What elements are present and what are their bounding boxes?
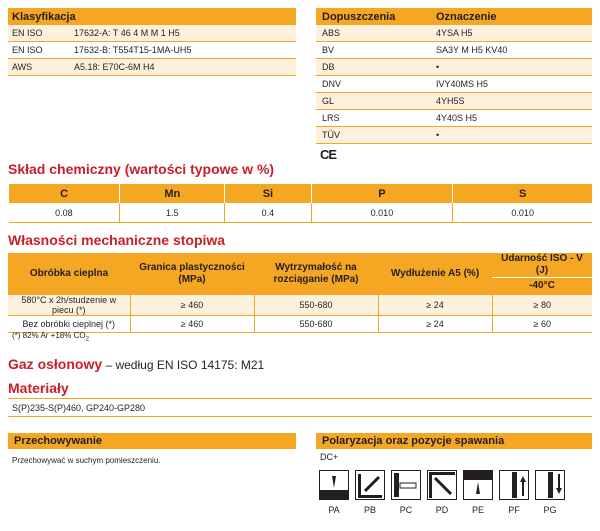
impact-value: ≥ 60 [492, 315, 592, 332]
position-label: PB [363, 505, 376, 515]
classification-value: A5.18: E70C-6M H4 [70, 59, 296, 76]
designation-header: Oznaczenie [436, 10, 497, 23]
approval-value: 4YSA H5 [430, 25, 592, 42]
footnote-text: (*) 82% Ar +18% CO [12, 331, 86, 340]
polarity-box [316, 433, 592, 462]
mechanical-properties-table [8, 253, 592, 333]
classification-standard: AWS [8, 59, 70, 76]
position-pe [460, 470, 496, 515]
elongation-value: ≥ 24 [378, 295, 492, 316]
approval-name: GL [316, 93, 430, 110]
yield-strength-value: ≥ 460 [130, 315, 254, 332]
mechanical-properties-title: Własności mechaniczne stopiwa [8, 232, 226, 248]
classification-standard: EN ISO [8, 25, 70, 42]
yield-strength-header: Granica plastyczności (MPa) [139, 261, 245, 285]
element-header: Mn [120, 184, 225, 203]
position-pc [388, 470, 424, 515]
approval-value: • [430, 127, 592, 144]
position-pc-icon [391, 470, 421, 500]
position-pb-icon [355, 470, 385, 500]
shielding-gas-label: Gaz osłonowy [8, 356, 103, 372]
storage-box [8, 433, 296, 465]
element-header: Si [225, 184, 311, 203]
approval-name: TÜV [316, 127, 430, 144]
position-pg-icon [535, 470, 565, 500]
classification-title: Klasyfikacja [12, 10, 76, 23]
element-value: 0.4 [225, 203, 311, 223]
approval-name: BV [316, 42, 430, 59]
element-value: 0.010 [453, 203, 592, 223]
approval-value: 4YH5S [430, 93, 592, 110]
footnote [12, 331, 89, 343]
shielding-gas-text: – według EN ISO 14175: M21 [102, 358, 265, 372]
position-pb [352, 470, 388, 515]
element-value: 1.5 [120, 203, 225, 223]
position-pa [316, 470, 352, 515]
approval-value: IVY40MS H5 [430, 76, 592, 93]
position-pg [532, 470, 568, 515]
approvals-table [316, 8, 592, 144]
chemical-composition-title: Skład chemiczny (wartości typowe w %) [8, 161, 275, 177]
materials-divider [8, 398, 592, 399]
position-label: PF [508, 505, 520, 515]
impact-value: ≥ 80 [492, 295, 592, 316]
footnote-subscript: 2 [85, 336, 89, 343]
polarity-title: Polaryzacja oraz pozycje spawania [316, 433, 592, 449]
yield-strength-value: ≥ 460 [130, 295, 254, 316]
position-label: PG [543, 505, 557, 515]
elongation-value: ≥ 24 [378, 315, 492, 332]
element-value: 0.010 [311, 203, 453, 223]
heat-treatment-header: Obróbka cieplna [29, 267, 109, 279]
classification-value: 17632-B: T554T15-1MA-UH5 [70, 42, 296, 59]
storage-text: Przechowywać w suchym pomieszczeniu. [12, 456, 161, 465]
position-label: PE [471, 505, 484, 515]
classification-value: 17632-A: T 46 4 M M 1 H5 [70, 25, 296, 42]
materials-text: S(P)235-S(P)460, GP240-GP280 [12, 403, 146, 413]
approval-value: 4Y40S H5 [430, 110, 592, 127]
approval-name: DB [316, 59, 430, 76]
element-header: C [9, 184, 120, 203]
position-pa-icon [319, 470, 349, 500]
ce-mark-logo: CE [320, 147, 337, 162]
materials-divider [8, 416, 592, 417]
position-label: PD [435, 505, 449, 515]
approval-value: SA3Y M H5 KV40 [430, 42, 592, 59]
impact-temperature-header: -40°C [529, 280, 555, 292]
position-label: PA [328, 505, 340, 515]
welding-positions [316, 470, 592, 526]
heat-treatment-value: 580°C x 2h/studzenie w piecu (*) [8, 295, 130, 316]
approval-name: ABS [316, 25, 430, 42]
element-header: S [453, 184, 592, 203]
position-pe-icon [463, 470, 493, 500]
classification-table [8, 8, 296, 76]
chemical-composition-table [8, 184, 592, 223]
tensile-strength-value: 550-680 [254, 295, 378, 316]
tensile-strength-header: Wytrzymałość na rozciąganie (MPa) [273, 261, 359, 285]
element-value: 0.08 [9, 203, 120, 223]
approval-name: DNV [316, 76, 430, 93]
tensile-strength-value: 550-680 [254, 315, 378, 332]
shielding-gas-line [8, 356, 264, 372]
approval-value: • [430, 59, 592, 76]
polarity-current: DC+ [320, 452, 339, 462]
position-label: PC [399, 505, 413, 515]
position-pd [424, 470, 460, 515]
element-header: P [311, 184, 453, 203]
approvals-header: Dopuszczenia [322, 10, 396, 23]
position-pd-icon [427, 470, 457, 500]
classification-standard: EN ISO [8, 42, 70, 59]
position-pf-icon [499, 470, 529, 500]
materials-title: Materiały [8, 380, 69, 396]
position-pf [496, 470, 532, 515]
approval-name: LRS [316, 110, 430, 127]
elongation-header: Wydłużenie A5 (%) [390, 267, 480, 279]
impact-header: Udarność ISO - V (J) [492, 253, 592, 278]
storage-title: Przechowywanie [8, 433, 296, 449]
heat-treatment-value: Bez obróbki cieplnej (*) [8, 315, 130, 332]
